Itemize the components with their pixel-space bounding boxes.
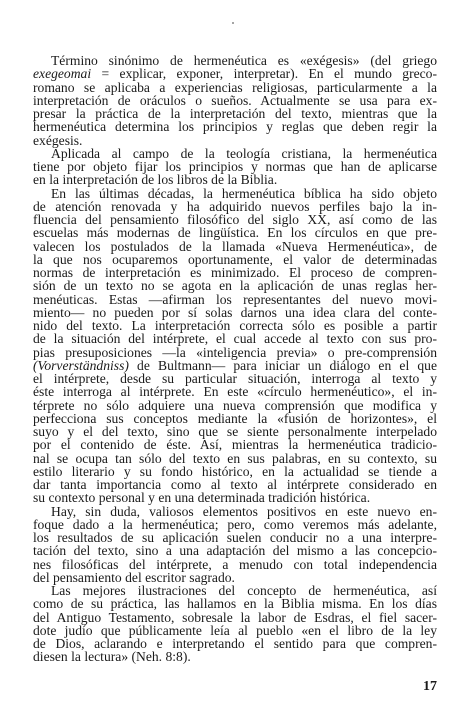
- text-line: exegeomai = explicar, exponer, interpretar). En el mundo greco-: [33, 66, 437, 82]
- text-line: interpretación de oráculos o sueños. Actualmente se usa para ex-: [33, 92, 437, 108]
- text-line: la que nos ocuparemos oportunamente, el valor de determinadas: [33, 251, 437, 267]
- text-line: miento— no pueden por sí solas darnos una idea clara del conte-: [33, 304, 437, 320]
- text-line: dote judío que públicamente leía al pueblo «en el libro de la ley: [33, 622, 437, 638]
- text-line: Aplicada al campo de la teología cristiana, la hermenéutica: [51, 145, 437, 161]
- text-line: nal se ocupa tan sólo del texto en sus palabras, en su contexto, su: [33, 450, 437, 466]
- text-line: exégesis.: [33, 132, 83, 148]
- text-line: presar la práctica de la interpretación del texto, mientras que la: [33, 106, 437, 121]
- text-line: hermenéutica determina los principios y reglas que deben regir la: [33, 119, 437, 135]
- page-number: 17: [423, 679, 437, 694]
- text-line: foque dado a la hermenéutica; pero, como veremos más adelante,: [33, 516, 437, 532]
- text-line: valecen los postulados de la llamada «Nueva Hermenéutica», de: [33, 238, 437, 254]
- text-line: en la interpretación de los libros de la Biblia.: [33, 172, 278, 188]
- text-line: de Dios, aclarando e interpretando el sentido para que compren-: [33, 636, 437, 651]
- text-line: los resultados de su aplicación suelen conducir no a una interpre-: [33, 530, 437, 545]
- text-line: Hay, sin duda, valiosos elementos positivos en este nuevo en-: [51, 503, 437, 519]
- text-line: tiene por objeto fijar los principios y normas que han de aplicarse: [33, 159, 437, 174]
- text-line: perfecciona sus conceptos mediante la «fusión de horizontes», el: [33, 410, 437, 426]
- text-line: de atención renovada y ha adquirido nuevos perfiles bajo la in-: [33, 198, 437, 214]
- text-line: suyo y el del texto, sino que se siente personalmente interpelado: [33, 424, 437, 439]
- text-line: pias presuposiciones —la «inteligencia previa» o pre-comprensión: [33, 344, 437, 360]
- text-line: dar tanta importancia como al texto al intérprete considerado en: [33, 477, 437, 492]
- text-line: menéuticas. Estas —afirman los representantes del nuevo movi-: [33, 291, 437, 307]
- text-line: nes filosóficas del intérprete, a menudo con total independencia: [33, 556, 437, 572]
- text-line: de la situación del intérprete, el cual accede al texto con sus pro-: [33, 331, 437, 347]
- text-line: térprete no sólo adquiere una nueva comprensión que modifica y: [33, 397, 437, 413]
- text-line: como de su práctica, las hallamos en la Biblia misma. En los días: [33, 596, 437, 612]
- text-line: romano se aplicaba a experiencias religiosas, particularmente a la: [33, 79, 437, 95]
- text-line: (Vorverständniss) de Bultmann— para iniciar un diálogo en el que: [33, 357, 437, 373]
- text-line: del Antiguo Testamento, sobresale la labor de Esdras, el fiel sacer-: [33, 609, 437, 625]
- text-line: estilo literario y su fondo histórico, en la actualidad se tiende a: [33, 463, 437, 479]
- text-line: sión de un texto no se agota en la aplicación de unas reglas her-: [33, 278, 437, 294]
- text-line: normas de interpretación es minimizado. El proceso de compren-: [33, 265, 437, 280]
- text-line: Término sinónimo de hermenéutica es «exégesis» (del griego: [51, 53, 437, 68]
- print-speck: [232, 22, 234, 24]
- text-line: por el contenido de éste. Así, mientras la hermenéutica tradicio-: [33, 437, 437, 453]
- text-line: En las últimas décadas, la hermenéutica bíblica ha sido objeto: [51, 185, 437, 201]
- text-line: nido del texto. La interpretación correcta sólo es posible a partir: [33, 318, 437, 333]
- text-line: escuelas más modernas de lingüística. En los círculos en que pre-: [33, 225, 437, 241]
- text-line: fluencia del pensamiento filosófico del siglo XX, así como de las: [33, 212, 437, 227]
- text-line: tación del texto, sino a una adaptación del mismo a las concepcio-: [33, 543, 437, 559]
- text-line: su contexto personal y en una determinada tradición histórica.: [33, 490, 371, 506]
- text-line: Las mejores ilustraciones del concepto de hermenéutica, así: [51, 583, 437, 598]
- text-line: éste interroga al intérprete. En este «círculo hermenéutico», el in-: [33, 384, 437, 400]
- text-line: del pensamiento del escritor sagrado.: [33, 569, 235, 585]
- text-line: diesen la lectura» (Neh. 8:8).: [33, 649, 191, 665]
- body-text: [33, 54, 437, 664]
- text-line: el intérprete, desde su particular situación, interroga al texto y: [33, 371, 437, 386]
